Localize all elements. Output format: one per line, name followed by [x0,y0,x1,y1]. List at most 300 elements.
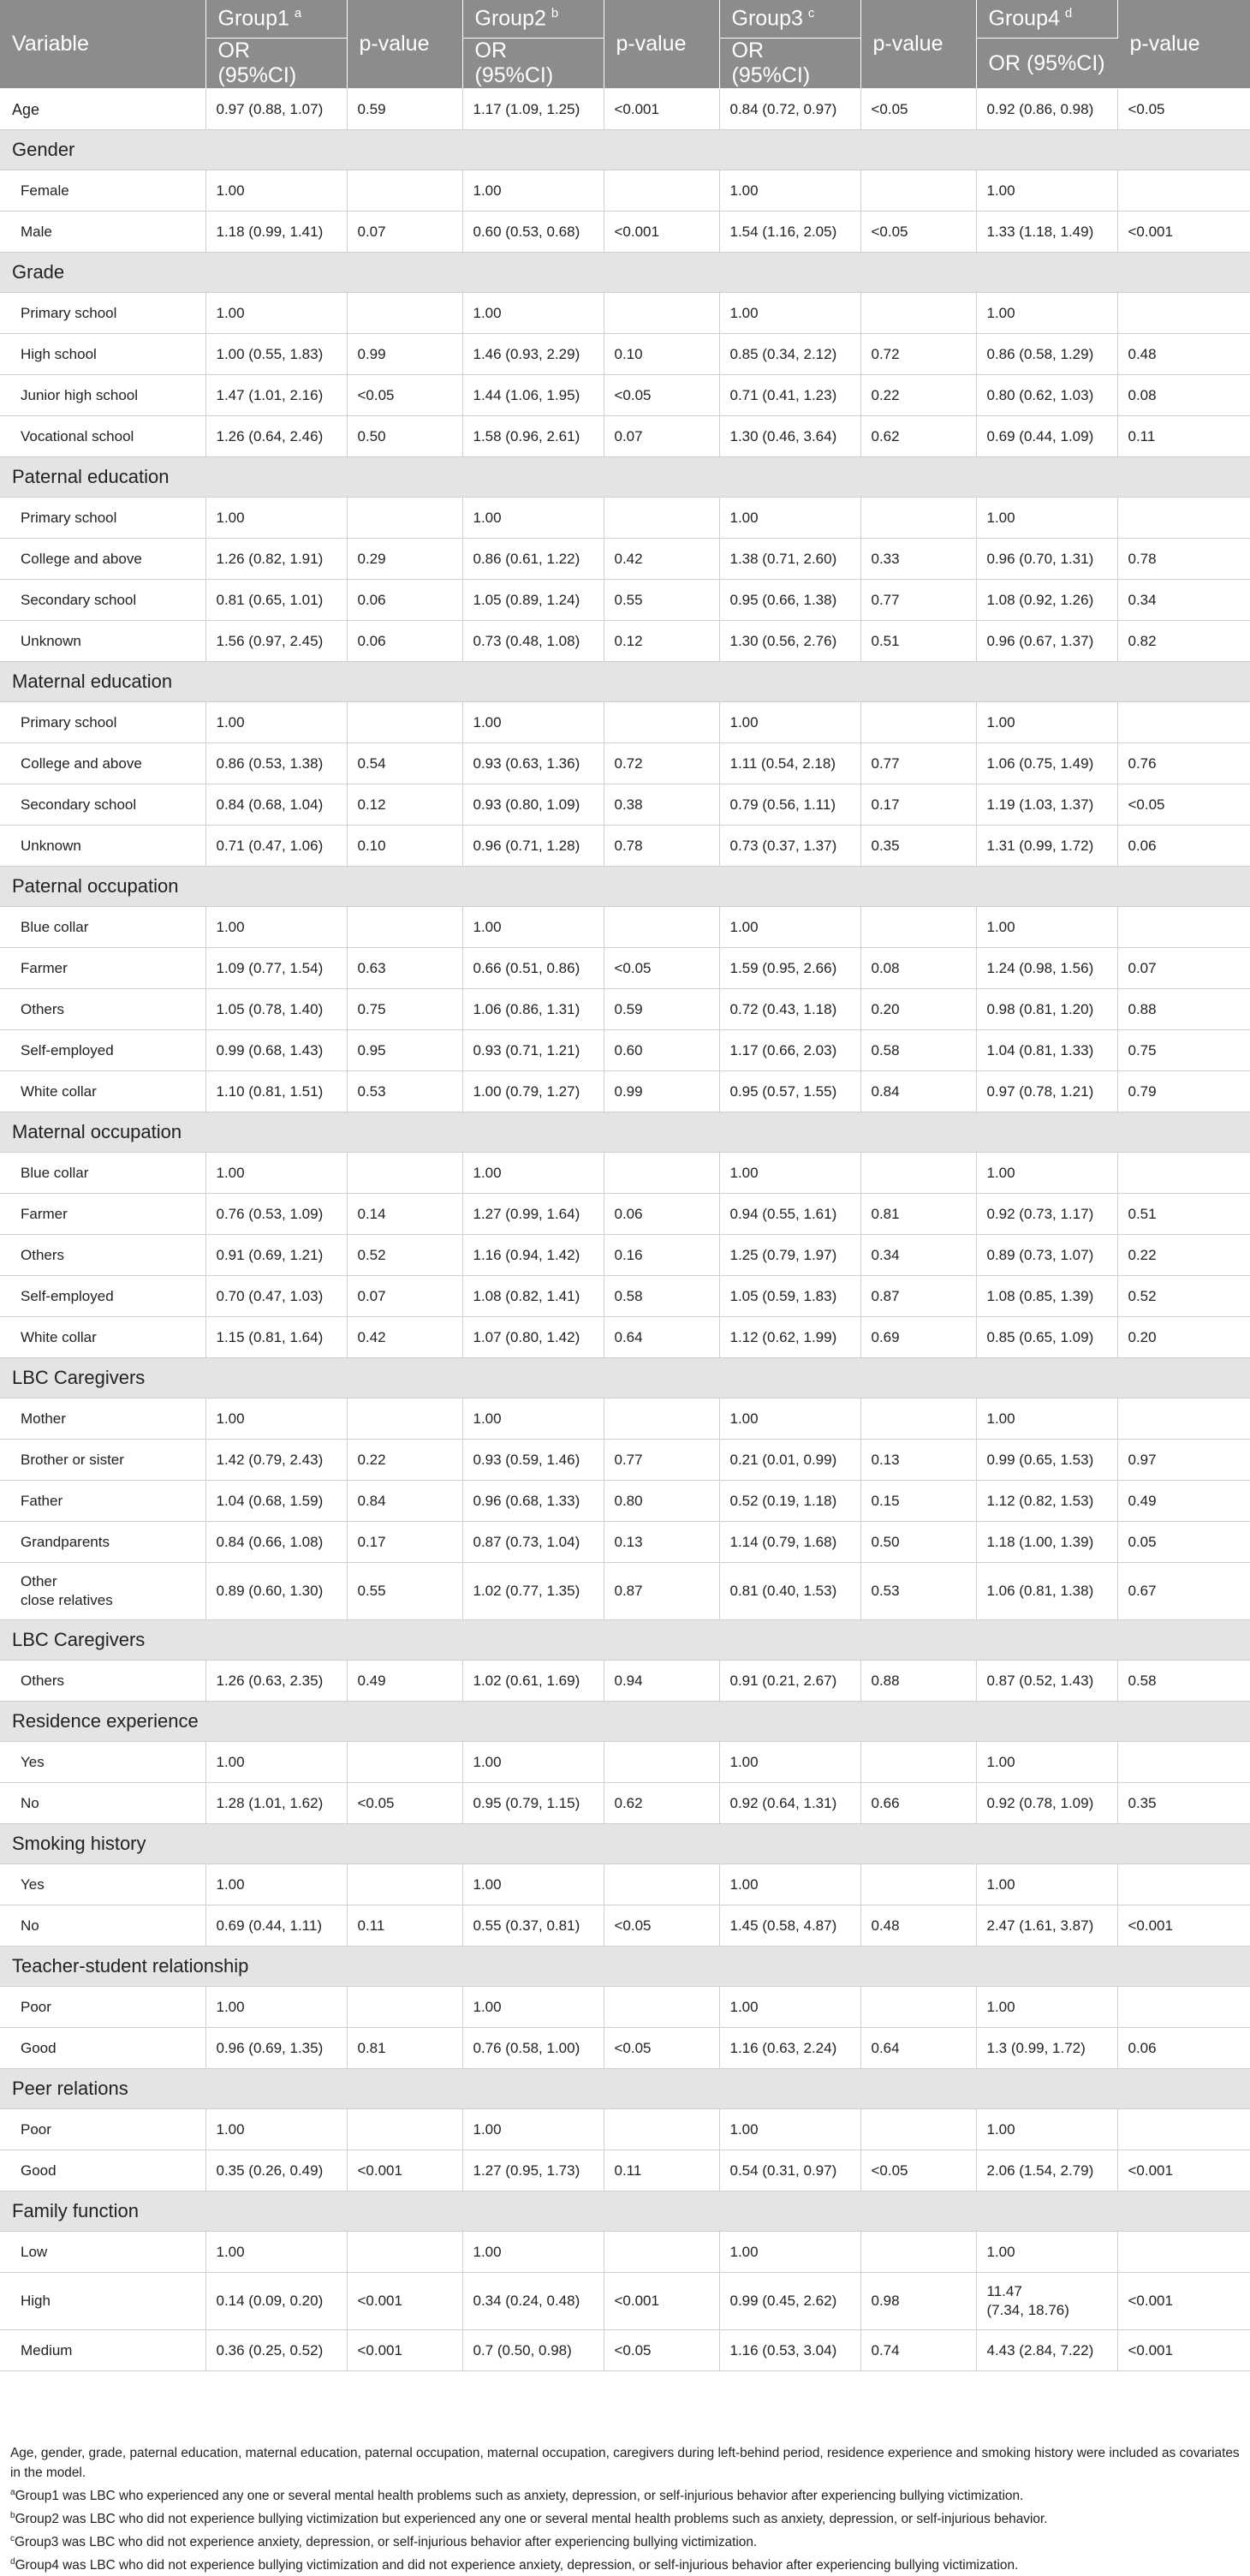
or-ci-cell: 1.24 (0.98, 1.56) [976,948,1117,989]
or-ci-cell: 1.00 [719,293,860,334]
table-row [0,1153,1250,1194]
or-ci-cell: 1.00 [205,2109,347,2150]
p-value-cell [860,293,976,334]
p-value-cell: 0.59 [604,989,719,1030]
or-ci-cell: 0.76 (0.58, 1.00) [462,2028,604,2069]
p-value-cell: 0.60 [604,1030,719,1071]
p-value-cell: <0.001 [604,89,719,130]
section-row [0,1112,1250,1153]
section-row [0,1620,1250,1661]
or-ci-cell: 1.06 (0.81, 1.38) [976,1563,1117,1620]
or-ci-cell: 1.12 (0.62, 1.99) [719,1317,860,1358]
table-row [0,1030,1250,1071]
section-row [0,2191,1250,2232]
p-value-cell: 0.88 [860,1661,976,1702]
or-ci-cell: 1.00 [976,1864,1117,1905]
p-value-cell [1117,2109,1250,2150]
or-ci-cell: 0.96 (0.70, 1.31) [976,539,1117,580]
p-value-cell [1117,498,1250,539]
or-ci-cell: 0.96 (0.68, 1.33) [462,1481,604,1522]
p-value-cell: 0.78 [1117,539,1250,580]
p-value-cell: <0.001 [1117,212,1250,253]
p-value-cell [1117,907,1250,948]
p-value-cell: 0.13 [604,1522,719,1563]
or-ci-cell: 1.3 (0.99, 1.72) [976,2028,1117,2069]
p-value-cell: 0.50 [347,416,462,457]
p-value-cell: 0.16 [604,1235,719,1276]
p-value-cell: 0.10 [604,334,719,375]
or-ci-cell: 0.97 (0.88, 1.07) [205,89,347,130]
or-ci-cell: 1.00 [719,1742,860,1783]
p-value-cell: 0.74 [860,2330,976,2371]
or-ci-cell: 0.87 (0.52, 1.43) [976,1661,1117,1702]
or-ci-cell: 1.00 [976,1987,1117,2028]
row-label: Grandparents [0,1522,205,1563]
or-ci-cell: 1.00 [976,1153,1117,1194]
p-value-cell [347,1398,462,1440]
table-row [0,743,1250,784]
or-ci-cell: 0.84 (0.72, 0.97) [719,89,860,130]
or-ci-cell: 1.00 [976,498,1117,539]
table-row [0,375,1250,416]
row-label: Low [0,2232,205,2273]
p-value-cell: 0.06 [1117,826,1250,867]
table-row [0,2150,1250,2191]
header-or-2: OR (95%CI) [462,39,604,89]
or-ci-cell: 1.00 [462,1987,604,2028]
table-row [0,989,1250,1030]
row-label: Age [0,89,205,130]
table-row [0,539,1250,580]
table-row [0,1398,1250,1440]
or-ci-cell: 1.27 (0.99, 1.64) [462,1194,604,1235]
or-ci-cell: 1.25 (0.79, 1.97) [719,1235,860,1276]
or-ci-cell: 1.00 [462,702,604,743]
table-row [0,1661,1250,1702]
section-label: Grade [0,253,1250,293]
table-row [0,1563,1250,1620]
p-value-cell: 0.80 [604,1481,719,1522]
p-value-cell: 0.33 [860,539,976,580]
or-ci-cell: 1.00 [719,1987,860,2028]
or-ci-cell: 1.10 (0.81, 1.51) [205,1071,347,1112]
or-ci-cell: 0.55 (0.37, 0.81) [462,1905,604,1947]
table-row [0,1864,1250,1905]
or-ci-cell: 1.05 (0.78, 1.40) [205,989,347,1030]
or-ci-cell: 1.00 [719,2109,860,2150]
or-ci-cell: 1.16 (0.94, 1.42) [462,1235,604,1276]
section-label: LBC Caregivers [0,1358,1250,1398]
p-value-cell [347,2232,462,2273]
section-row [0,1824,1250,1864]
or-ci-cell: 1.17 (1.09, 1.25) [462,89,604,130]
or-ci-cell: 1.58 (0.96, 2.61) [462,416,604,457]
p-value-cell: 0.20 [1117,1317,1250,1358]
p-value-cell [604,2232,719,2273]
or-ci-cell: 0.54 (0.31, 0.97) [719,2150,860,2191]
p-value-cell: <0.05 [860,212,976,253]
row-label: Vocational school [0,416,205,457]
section-row [0,867,1250,907]
or-ci-cell: 1.00 [462,2232,604,2273]
p-value-cell: 0.79 [1117,1071,1250,1112]
row-label: Junior high school [0,375,205,416]
p-value-cell: 0.55 [604,580,719,621]
p-value-cell: 0.11 [347,1905,462,1947]
or-ci-cell: 1.00 [719,498,860,539]
p-value-cell: 0.34 [1117,580,1250,621]
p-value-cell: <0.05 [604,2028,719,2069]
row-label: Unknown [0,621,205,662]
header-group2: Group2 $^b$ [462,0,604,39]
or-ci-cell: 1.00 [205,1153,347,1194]
p-value-cell [604,170,719,212]
footnote-mark: d [10,2557,15,2567]
section-row [0,1702,1250,1742]
p-value-cell: 0.35 [860,826,976,867]
row-label: Other close relatives [0,1563,205,1620]
or-ci-cell: 4.43 (2.84, 7.22) [976,2330,1117,2371]
section-row [0,253,1250,293]
or-ci-cell: 0.86 (0.61, 1.22) [462,539,604,580]
footnote-mark: b [10,2511,15,2521]
table-row [0,2330,1250,2371]
or-ci-cell: 1.17 (0.66, 2.03) [719,1030,860,1071]
or-ci-cell: 1.04 (0.81, 1.33) [976,1030,1117,1071]
or-ci-cell: 1.47 (1.01, 2.16) [205,375,347,416]
p-value-cell: 0.07 [347,1276,462,1317]
p-value-cell: 0.49 [347,1661,462,1702]
p-value-cell: 0.22 [347,1440,462,1481]
section-label: Residence experience [0,1702,1250,1742]
p-value-cell: <0.05 [1117,784,1250,826]
or-ci-cell: 0.7 (0.50, 0.98) [462,2330,604,2371]
row-label: Brother or sister [0,1440,205,1481]
p-value-cell [604,2109,719,2150]
or-ci-cell: 1.45 (0.58, 4.87) [719,1905,860,1947]
section-label: Maternal education [0,662,1250,702]
or-ci-cell: 0.80 (0.62, 1.03) [976,375,1117,416]
row-label: High [0,2273,205,2330]
or-ci-cell: 0.81 (0.40, 1.53) [719,1563,860,1620]
p-value-cell: 0.53 [860,1563,976,1620]
p-value-cell: 0.77 [860,743,976,784]
or-ci-cell: 0.96 (0.71, 1.28) [462,826,604,867]
p-value-cell: 0.95 [347,1030,462,1071]
or-ci-cell: 1.00 [719,907,860,948]
or-ci-cell: 1.00 [976,702,1117,743]
p-value-cell [860,2109,976,2150]
p-value-cell: 0.75 [1117,1030,1250,1071]
p-value-cell: 0.64 [860,2028,976,2069]
p-value-cell: 0.87 [860,1276,976,1317]
row-label: College and above [0,539,205,580]
or-ci-cell: 1.00 [205,2232,347,2273]
or-ci-cell: 1.28 (1.01, 1.62) [205,1783,347,1824]
or-ci-cell: 0.71 (0.41, 1.23) [719,375,860,416]
p-value-cell [1117,702,1250,743]
or-ci-cell: 1.00 [462,1153,604,1194]
p-value-cell: <0.001 [1117,2330,1250,2371]
section-label: Gender [0,130,1250,170]
row-label: Good [0,2028,205,2069]
p-value-cell: 0.94 [604,1661,719,1702]
p-value-cell [1117,170,1250,212]
p-value-cell: 0.20 [860,989,976,1030]
p-value-cell: 0.38 [604,784,719,826]
p-value-cell: 0.59 [347,89,462,130]
or-ci-cell: 1.44 (1.06, 1.95) [462,375,604,416]
row-label: No [0,1905,205,1947]
row-label: College and above [0,743,205,784]
p-value-cell [860,498,976,539]
p-value-cell [347,170,462,212]
or-ci-cell: 0.93 (0.80, 1.09) [462,784,604,826]
section-row [0,457,1250,498]
row-label: Good [0,2150,205,2191]
or-ci-cell: 1.00 [462,170,604,212]
or-ci-cell: 0.52 (0.19, 1.18) [719,1481,860,1522]
or-ci-cell: 1.06 (0.75, 1.49) [976,743,1117,784]
row-label: White collar [0,1317,205,1358]
or-ci-cell: 0.60 (0.53, 0.68) [462,212,604,253]
header-pvalue-2: p-value [604,0,719,89]
or-ci-cell: 1.59 (0.95, 2.66) [719,948,860,989]
or-ci-cell: 0.79 (0.56, 1.11) [719,784,860,826]
or-ci-cell: 1.09 (0.77, 1.54) [205,948,347,989]
p-value-cell: 0.06 [347,580,462,621]
section-row [0,1947,1250,1987]
p-value-cell: <0.001 [1117,2150,1250,2191]
or-ci-cell: 1.00 [976,170,1117,212]
row-label: Farmer [0,948,205,989]
or-ci-cell: 0.97 (0.78, 1.21) [976,1071,1117,1112]
p-value-cell [860,1864,976,1905]
p-value-cell: <0.001 [604,212,719,253]
table-row [0,1742,1250,1783]
row-label: Blue collar [0,1153,205,1194]
table-row [0,1194,1250,1235]
row-label: Self-employed [0,1030,205,1071]
or-ci-cell: 1.31 (0.99, 1.72) [976,826,1117,867]
p-value-cell [604,1864,719,1905]
p-value-cell: 0.05 [1117,1522,1250,1563]
or-ci-cell: 1.00 [462,907,604,948]
or-ci-cell: 0.81 (0.65, 1.01) [205,580,347,621]
or-ci-cell: 0.96 (0.69, 1.35) [205,2028,347,2069]
or-ci-cell: 0.91 (0.21, 2.67) [719,1661,860,1702]
or-ci-cell: 1.00 [976,1742,1117,1783]
p-value-cell [1117,1864,1250,1905]
p-value-cell: 0.42 [347,1317,462,1358]
p-value-cell: 0.54 [347,743,462,784]
table-row [0,2273,1250,2330]
or-ci-cell: 0.76 (0.53, 1.09) [205,1194,347,1235]
row-label: No [0,1783,205,1824]
p-value-cell: <0.001 [347,2150,462,2191]
or-ci-cell: 0.70 (0.47, 1.03) [205,1276,347,1317]
p-value-cell [860,907,976,948]
table-footnotes [0,2443,1248,2576]
p-value-cell: 0.10 [347,826,462,867]
p-value-cell [347,293,462,334]
p-value-cell [604,1987,719,2028]
or-ci-cell: 1.33 (1.18, 1.49) [976,212,1117,253]
section-row [0,1358,1250,1398]
or-ci-cell: 1.12 (0.82, 1.53) [976,1481,1117,1522]
or-ci-cell: 0.95 (0.66, 1.38) [719,580,860,621]
or-ci-cell: 1.26 (0.64, 2.46) [205,416,347,457]
table-row [0,2232,1250,2273]
p-value-cell: 0.81 [347,2028,462,2069]
footnote: $^b$Group2 was LBC who did not experience bullying victimization but experienced any one or several mental health problems such as anxiety, depression, or self-injurious behavior. [10,2511,1048,2527]
p-value-cell: 0.13 [860,1440,976,1481]
row-label: Others [0,1235,205,1276]
p-value-cell: 0.52 [347,1235,462,1276]
p-value-cell: 0.69 [860,1317,976,1358]
p-value-cell: 0.67 [1117,1563,1250,1620]
p-value-cell: 0.58 [860,1030,976,1071]
or-ci-cell: 0.69 (0.44, 1.09) [976,416,1117,457]
or-ci-cell: 0.14 (0.09, 0.20) [205,2273,347,2330]
or-ci-cell: 1.56 (0.97, 2.45) [205,621,347,662]
p-value-cell [1117,1398,1250,1440]
or-ci-cell: 0.35 (0.26, 0.49) [205,2150,347,2191]
or-ci-cell: 1.00 [205,907,347,948]
or-ci-cell: 0.99 (0.68, 1.43) [205,1030,347,1071]
or-ci-cell: 1.00 [976,293,1117,334]
p-value-cell: 0.11 [1117,416,1250,457]
footnote-mark: c [10,2534,15,2544]
row-label: Mother [0,1398,205,1440]
p-value-cell: 0.06 [347,621,462,662]
p-value-cell [604,498,719,539]
p-value-cell: 0.53 [347,1071,462,1112]
section-label: Teacher-student relationship [0,1947,1250,1987]
p-value-cell [1117,1987,1250,2028]
p-value-cell: 0.62 [604,1783,719,1824]
table-row [0,416,1250,457]
p-value-cell: 0.50 [860,1522,976,1563]
table-row [0,621,1250,662]
p-value-cell: 0.07 [604,416,719,457]
section-label: LBC Caregivers [0,1620,1250,1661]
p-value-cell [860,1987,976,2028]
p-value-cell [347,907,462,948]
p-value-cell: 0.84 [860,1071,976,1112]
header-group1: Group1 $^a$ [205,0,347,39]
or-ci-cell: 1.00 [205,293,347,334]
table-row [0,1440,1250,1481]
or-ci-cell: 1.00 [462,293,604,334]
p-value-cell [860,1153,976,1194]
table-row [0,1905,1250,1947]
p-value-cell [1117,2232,1250,2273]
or-ci-cell: 1.02 (0.61, 1.69) [462,1661,604,1702]
p-value-cell: <0.05 [347,1783,462,1824]
table-row [0,1071,1250,1112]
p-value-cell: 0.76 [1117,743,1250,784]
or-ci-cell: 0.92 (0.64, 1.31) [719,1783,860,1824]
p-value-cell: 0.48 [860,1905,976,1947]
p-value-cell: <0.001 [1117,2273,1250,2330]
or-ci-cell: 0.73 (0.37, 1.37) [719,826,860,867]
row-label: Others [0,1661,205,1702]
or-ci-cell: 0.94 (0.55, 1.61) [719,1194,860,1235]
or-ci-cell: 1.00 [462,2109,604,2150]
or-ci-cell: 1.00 [205,498,347,539]
p-value-cell: 0.17 [860,784,976,826]
or-ci-cell: 1.00 [719,170,860,212]
or-ci-cell: 1.00 [719,1398,860,1440]
table-row [0,1481,1250,1522]
or-ci-cell: 1.54 (1.16, 2.05) [719,212,860,253]
p-value-cell: 0.82 [1117,621,1250,662]
or-ci-cell: 1.11 (0.54, 2.18) [719,743,860,784]
p-value-cell [860,2232,976,2273]
or-ci-cell: 1.02 (0.77, 1.35) [462,1563,604,1620]
or-ci-cell: 11.47 (7.34, 18.76) [976,2273,1117,2330]
or-ci-cell: 0.93 (0.63, 1.36) [462,743,604,784]
or-ci-cell: 1.00 [205,1987,347,2028]
or-ci-cell: 0.69 (0.44, 1.11) [205,1905,347,1947]
header-pvalue-1: p-value [347,0,462,89]
or-ci-cell: 0.92 (0.86, 0.98) [976,89,1117,130]
footnote: $^d$Group4 was LBC who did not experience bullying victimization and did not experience anxiety, depression, or self-injurious behavior after experiencing bullying victimization. [10,2557,1019,2573]
p-value-cell: 0.52 [1117,1276,1250,1317]
row-label: Secondary school [0,784,205,826]
row-label: Yes [0,1742,205,1783]
p-value-cell: 0.07 [1117,948,1250,989]
or-ci-cell: 0.86 (0.58, 1.29) [976,334,1117,375]
p-value-cell: 0.88 [1117,989,1250,1030]
or-ci-cell: 0.91 (0.69, 1.21) [205,1235,347,1276]
or-ci-cell: 1.18 (0.99, 1.41) [205,212,347,253]
row-label: White collar [0,1071,205,1112]
section-row [0,130,1250,170]
row-label: Female [0,170,205,212]
or-ci-cell: 1.05 (0.89, 1.24) [462,580,604,621]
or-ci-cell: 0.95 (0.79, 1.15) [462,1783,604,1824]
p-value-cell [347,1987,462,2028]
table-row [0,212,1250,253]
header-group4: Group4 $^d$ [976,0,1117,39]
table-body [0,89,1250,2371]
or-ci-cell: 1.15 (0.81, 1.64) [205,1317,347,1358]
or-ci-cell: 1.00 [719,2232,860,2273]
header-pvalue-3: p-value [860,0,976,89]
p-value-cell [347,2109,462,2150]
p-value-cell [860,702,976,743]
row-label: Farmer [0,1194,205,1235]
row-label: Poor [0,2109,205,2150]
table-row [0,1276,1250,1317]
p-value-cell: 0.72 [860,334,976,375]
or-ci-cell: 0.98 (0.81, 1.20) [976,989,1117,1030]
or-ci-cell: 1.26 (0.82, 1.91) [205,539,347,580]
header-variable: Variable [0,0,205,89]
row-label: Blue collar [0,907,205,948]
section-label: Maternal occupation [0,1112,1250,1153]
table-row [0,1522,1250,1563]
or-ci-cell: 0.95 (0.57, 1.55) [719,1071,860,1112]
row-label: Primary school [0,293,205,334]
table-row [0,907,1250,948]
or-ci-cell: 0.89 (0.73, 1.07) [976,1235,1117,1276]
or-ci-cell: 0.36 (0.25, 0.52) [205,2330,347,2371]
p-value-cell: 0.12 [347,784,462,826]
section-label: Paternal occupation [0,867,1250,907]
